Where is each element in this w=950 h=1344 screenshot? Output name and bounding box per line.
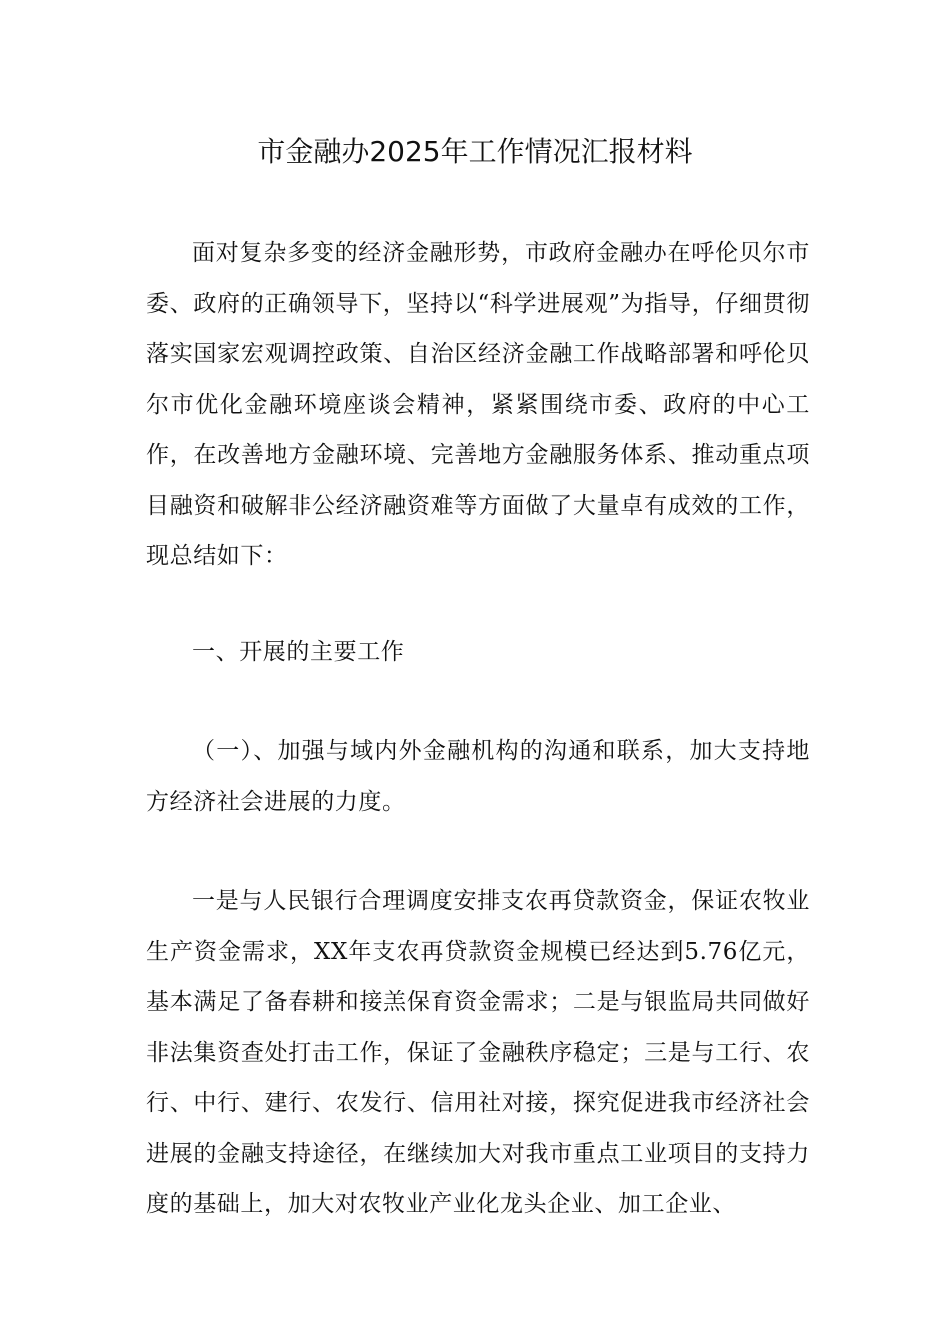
section-heading-main-work: 一、开展的主要工作 — [192, 639, 405, 665]
body-paragraph-measures: 一是与人民银行合理调度安排支农再贷款资金，保证农牧业生产资金需求，XX年支农再贷款资金规模已经达到5.76亿元，基本满足了备春耕和接羔保育资金需求；二是与银监局共同做好非法集资查处打击工作，保证了金融秩序稳定；三是与工行、农行、中行、建行、农发行、信用社对接，探究促进我市经济社会进展的金融支持途径，在继续加大对我市重点工业项目的支持力度的基础上，加大对农牧业产业化龙头企业、加工企业、 — [146, 888, 810, 1217]
document-title: 市金融办2025年工作情况汇报材料 — [257, 135, 693, 168]
subsection-heading-financial-institutions: （一）、加强与域内外金融机构的沟通和联系，加大支持地方经济社会进展的力度。 — [146, 738, 810, 815]
intro-paragraph: 面对复杂多变的经济金融形势，市政府金融办在呼伦贝尔市委、政府的正确领导下，坚持以“科学进展观”为指导，仔细贯彻落实国家宏观调控政策、自治区经济金融工作战略部署和呼伦贝尔市优化金融环境座谈会精神，紧紧围绕市委、政府的中心工作，在改善地方金融环境、完善地方金融服务体系、推动重点项目融资和破解非公经济融资难等方面做了大量卓有成效的工作，现总结如下： — [146, 240, 810, 569]
